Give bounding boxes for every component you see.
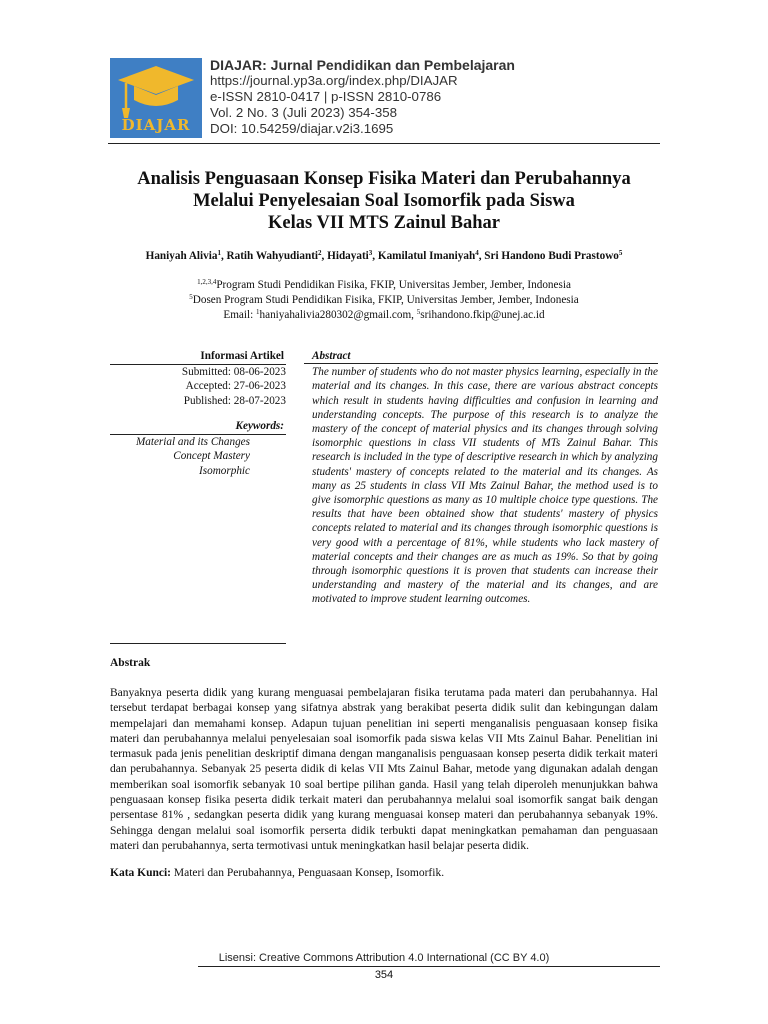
author-separator: , <box>372 250 378 262</box>
author-separator: , <box>220 250 227 262</box>
published-date: Published: 28-07-2023 <box>183 394 286 407</box>
kata-kunci <box>110 867 658 879</box>
paper-title <box>110 168 658 234</box>
abstract-section <box>304 349 658 607</box>
title-line-3: Kelas VII MTS Zainul Bahar <box>268 213 500 233</box>
kata-kunci-label: Kata Kunci: <box>110 867 172 879</box>
author-name: Sri Handono Budi Prastowo <box>484 250 619 262</box>
author-sup: 2 <box>318 249 322 257</box>
affiliation-sup: 1,2,3,4 <box>197 278 217 286</box>
page-number: 354 <box>374 969 394 981</box>
article-info-heading: Informasi Artikel <box>200 350 284 362</box>
divider <box>110 643 286 644</box>
keyword-item: Concept Mastery <box>173 450 250 462</box>
affiliation-1 <box>110 278 658 293</box>
author-sup: 3 <box>368 249 373 257</box>
journal-url[interactable]: https://journal.yp3a.org/index.php/DIAJAR <box>210 73 458 88</box>
kata-kunci-text: Materi dan Perubahannya, Penguasaan Konsep, Isomorfik. <box>171 867 445 879</box>
journal-name: DIAJAR: Jurnal Pendidikan dan Pembelajaran <box>210 57 515 73</box>
journal-info <box>210 57 670 137</box>
author-name: Kamilatul Imaniyah <box>377 250 476 262</box>
journal-issn: e-ISSN 2810-0417 | p-ISSN 2810-0786 <box>210 89 442 104</box>
author-separator: , <box>321 250 328 262</box>
author-name: Hidayati <box>327 250 369 262</box>
affiliation-2 <box>110 293 658 308</box>
affiliation-sup: 5 <box>189 293 193 301</box>
author-name: Ratih Wahyudianti <box>226 250 319 262</box>
footer-divider <box>198 966 660 967</box>
keyword-item: Isomorphic <box>199 464 250 477</box>
submitted-date: Submitted: 08-06-2023 <box>181 365 286 378</box>
journal-doi[interactable]: DOI: 10.54259/diajar.v2i3.1695 <box>210 121 394 136</box>
article-info <box>110 349 286 478</box>
author-separator: , <box>478 250 485 262</box>
email-line <box>110 308 658 323</box>
affiliation-text: Dosen Program Studi Pendidikan Fisika, FKIP, Universitas Jember, Jember, Indonesia <box>192 294 579 306</box>
keywords-heading: Keywords: <box>235 420 284 432</box>
email-link-1[interactable]: haniyahalivia280302@gmail.com, <box>259 309 417 321</box>
email-label: Email: <box>223 309 257 321</box>
abstrak-heading: Abstrak <box>110 657 151 669</box>
email-sup: 1 <box>256 308 260 316</box>
author-sup: 1 <box>217 249 221 257</box>
author-sup: 5 <box>618 249 623 257</box>
author-sup: 4 <box>475 249 479 257</box>
author-list <box>110 249 658 264</box>
email-sup: 5 <box>416 308 421 316</box>
abstract-heading: Abstract <box>312 350 351 362</box>
author-name: Haniyah Alivia <box>145 250 218 262</box>
affiliations <box>110 278 658 323</box>
header-divider <box>108 143 660 144</box>
abstrak-text: Banyaknya peserta didik yang kurang menguasai pembelajaran fisika terutama pada materi dan perubahannya. Hal tersebut terdapat berbagai konsep yang sifatnya abstrak yang berakibat peserta didik sulit dan kebingungan dalam mempelajari dan memahami konsep. Adapun tujuan penelitian ini seperti menganalisis penguasaan konsep fisika materi dan perubahannya melalui penyelesaian soal isomorfik pada siswa kelas VII Mts Zainul Bahar. Penelitian ini termasuk pada jenis penelitian deskriptif dimana dengan manganalisis penguasaan konsep peserta didik terkait materi dan perubahannya. Sebanyak 25 peserta didik di kelas VII Mts Zainul Bahar, metode yang digunakan adalah dengan memberikan soal isomorfik sebanyak 10 soal bertipe pilihan ganda. Hasil yang telah diperoleh menunjukkan bahwa penguasaan konsep fisika peserta didik terkait materi dan perubahannya melalui soal isomorfik sangat baik dengan persentase 81% , sedangkan peserta didik yang kurang menguasai konsep materi dan perubahannya sebanyak 19%. Sehingga dengan melalui soal isomorfik perserta didik terbukti dapat meningkatkan pemahaman dan penguasaan materi dan perubahannya, serta termotivasi untuk meningkatkan hasil belajar peserta didik. <box>110 687 658 852</box>
accepted-date: Accepted: 27-06-2023 <box>185 380 286 392</box>
email-link-2[interactable]: srihandono.fkip@unej.ac.id <box>420 309 545 321</box>
keyword-item: Material and its Changes <box>135 435 250 448</box>
affiliation-text: Program Studi Pendidikan Fisika, FKIP, Universitas Jember, Jember, Indonesia <box>216 279 571 291</box>
license-footer: Lisensi: Creative Commons Attribution 4.0 International (CC BY 4.0) <box>218 952 550 964</box>
journal-logo <box>110 58 202 138</box>
graduation-cap-icon <box>110 58 202 120</box>
journal-volume: Vol. 2 No. 3 (Juli 2023) 354-358 <box>210 105 398 120</box>
logo-text: DIAJAR <box>121 116 191 134</box>
title-line-1: Analisis Penguasaan Konsep Fisika Materi dan Perubahannya <box>137 169 631 189</box>
divider <box>304 363 658 364</box>
abstract-text: The number of students who do not master physics learning, especially in the material and its changes. In this case, there are various abstract concepts which result in students having difficulties and confusion in learning and understanding concepts. The purpose of this research is to analyze the mastery of the concept of material physics and its changes through solving isomorphic questions in class VII students of MTs Zainul Bahar. This research is included in the type of descriptive research in which by analyzing students' mastery of concepts related to the material and its changes. As many as 25 students in class VII Mts Zainul Bahar, the method used is to give isomorphic questions as many as 10 multiple choice type questions. The results that have been obtained show that students' mastery of physics concepts related to material and its changes through isomorphic questions is very good with a percentage of 81%, while students who lack mastery of material concepts and their changes are as much as 19%. So that by going through isomorphic questions it is proven that students can increase their understanding and mastery of the material and its changes, and are motivated to improve student learning outcomes. <box>312 366 658 606</box>
title-line-2: Melalui Penyelesaian Soal Isomorfik pada Siswa <box>193 191 575 211</box>
